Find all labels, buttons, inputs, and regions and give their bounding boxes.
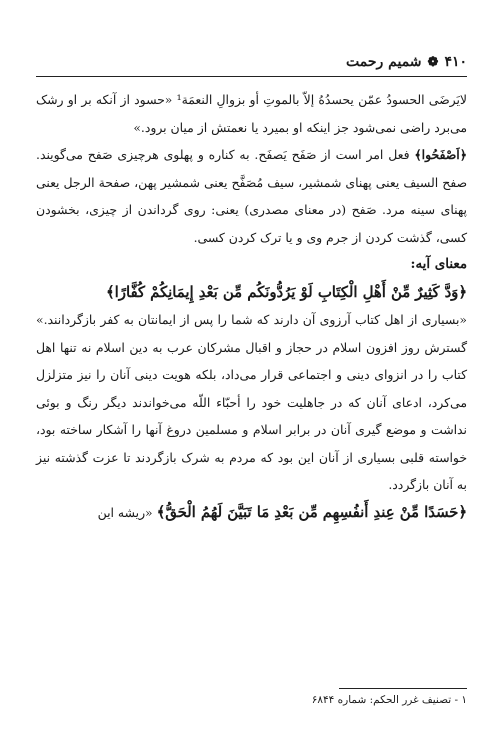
header-rule <box>36 76 467 77</box>
defined-term: ﴿اَصْفَحُوا﴾ <box>414 147 467 162</box>
book-title: شمیم رحمت <box>346 54 422 70</box>
second-verse-paragraph <box>36 499 467 527</box>
verse-meaning-paragraph: «بسیاری از اهل کتاب آرزوی آن دارند که شما را پس از ایمانتان به کفر بازگردانند.» گسترش روز افزون اسلام در حجاز و اقبال مشرکان عرب به دین اسلام نه تنها اهل کتاب را در انزوای دینی و اجتماعی قرار می‌داد، بلکه هویت دینی آنان را نیز متزلزل می‌کرد، ادعای آنان که در جاهلیت خود را أحبّاء اللّه می‌خواندند دیگر رنگ و بوئی نداشت و موضع گیری آنان در برابر اسلام و مسلمین دروغ آنها را آشکار ساخته بود، خواسته قلبی بسیاری از آنان این بود که مردم به شرک بازگردند تا عزت گذشته نیز به آنان بازگردد. <box>36 312 467 492</box>
page-number: ۴۱۰ <box>444 54 467 70</box>
footnote: ۱ - تصنیف غرر الحکم: شماره ۶۸۴۴ <box>311 694 467 706</box>
quran-verse-2: ﴿حَسَدًا مِّنْ عِندِ أَنفُسِهِم مِّن بَعْدِ مَا تَبَيَّنَ لَهُمُ الْحَقُّ﴾ <box>156 503 467 521</box>
page-header <box>36 52 467 72</box>
word-definition-paragraph <box>36 141 467 251</box>
hadith-paragraph: لایَرضَی الحسودُ عمّن یحسدُهُ إلاّ بالموتِ أو بزوالِ النعمَة¹ «حسود از آنکه بر او رشک می‌برد راضی نمی‌شود جز اینکه او بمیرد یا نعمتش از میان برود.» <box>36 92 467 135</box>
ornament-icon: ❁ <box>427 54 439 70</box>
page-body <box>36 86 467 526</box>
continuation-text: «ریشه این <box>97 504 157 520</box>
definition-text: فعل امر است از صَفَح یَصفَح. به کناره و پهلوی هرچیزی صَفح می‌گویند. صفح السیف یعنی پهنای شمشیر، سیف مُصَفَّح یعنی شمشیر پهن، صفحة الرجل یعنی پهنای سینه مرد. صَفح (در معنای مصدری) یعنی: روی گرداندن از چیزی، بخشودن کسی، گذشت کردن از جرم وی و یا ترک کردن کسی. <box>36 147 467 245</box>
section-heading: معنای آیه: <box>410 256 467 272</box>
footnote-rule <box>339 688 467 689</box>
quran-verse: ﴿وَدَّ كَثِيرٌ مِّنْ أَهْلِ الْكِتَابِ لَوْ يَرُدُّونَكُم مِّن بَعْدِ إِيمَانِكُمْ كُفَّارًا﴾ <box>106 283 467 301</box>
